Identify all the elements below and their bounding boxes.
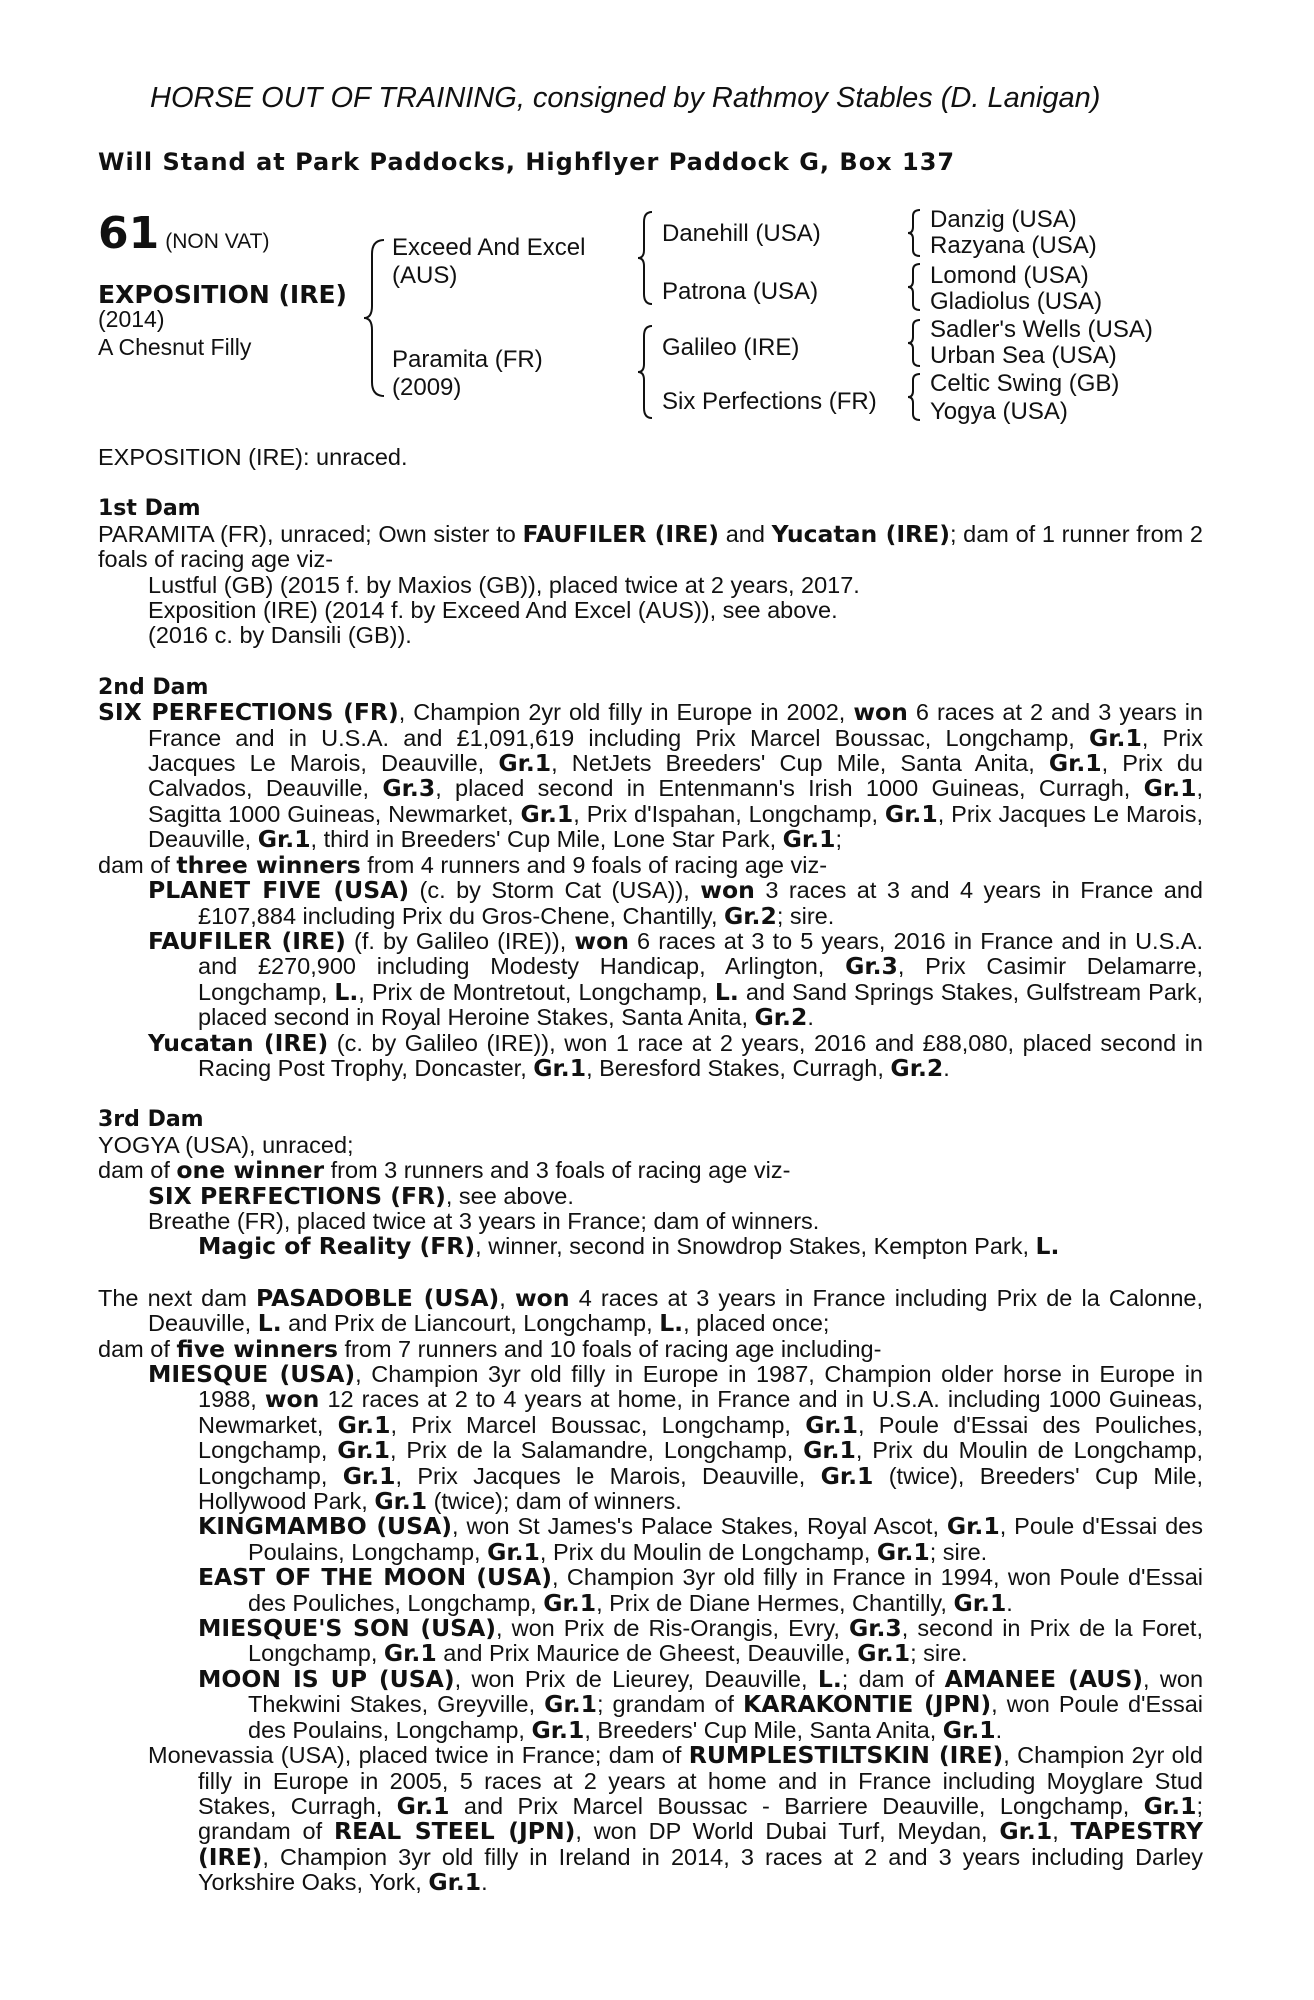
pedigree-sire-sire: Danehill (USA) [662,220,821,247]
first-dam-heading: 1st Dam [98,496,201,522]
produce-item: KINGMAMBO (USA), won St James's Palace Stakes, Royal Ascot, Gr.1, Poule d'Essai des Poulains, Longchamp, Gr.1, Prix du Moulin de Longchamp, Gr.1; sire. [198,1512,1203,1566]
race-record: EXPOSITION (IRE): unraced. [98,444,408,470]
next-dam-dam-of: dam of five winners from 7 runners and 10 foals of racing age including- [98,1334,882,1363]
third-dam-heading: 3rd Dam [98,1107,204,1133]
horse-year: (2014) [98,306,165,332]
second-dam-text: SIX PERFECTIONS (FR), Champion 2yr old filly in Europe in 2002, won 6 races at 2 and 3 years in France and in U.S.A. and £1,091,619 including Prix Marcel Boussac, Longchamp, Gr.1, Prix Jacques Le Marois, Deauville, Gr.1, NetJets Breeders' Cup Mile, Santa Anita, Gr.1, Prix du Calvados, Deauville, Gr.3, placed second in Entenmann's Irish 1000 Guineas, Curragh, Gr.1, Sagitta 1000 Guineas, Newmarket, Gr.1, Prix d'Ispahan, Longchamp, Gr.1, Prix Jacques Le Marois, Deauville, Gr.1, third in Breeders' Cup Mile, Lone Star Park, Gr.1; [98,698,1204,854]
second-dam-dam-of: dam of three winners from 4 runners and 9 foals of racing age viz- [98,850,828,879]
pedigree-dam-sire: Galileo (IRE) [662,334,800,361]
pedigree-brace-4 [906,208,924,258]
pedigree-brace-3 [636,324,656,420]
horse-name: EXPOSITION (IRE) [98,280,347,309]
vat-status: (NON VAT) [165,230,270,253]
pedigree-brace-6 [906,318,924,368]
pedigree-brace-7 [906,372,924,422]
pedigree-dam-year: (2009) [392,374,462,401]
horse-description: A Chesnut Filly [98,334,252,360]
produce-item: Magic of Reality (FR), winner, second in Snowdrop Stakes, Kempton Park, L. [198,1232,1060,1261]
produce-item: Breathe (FR), placed twice at 3 years in France; dam of winners. [148,1207,820,1234]
stabling-location: Will Stand at Park Paddocks, Highflyer Paddock G, Box 137 [98,148,956,176]
third-dam-text: YOGYA (USA), unraced; [98,1131,354,1158]
pedigree-g4: Gladiolus (USA) [930,288,1103,315]
produce-item: FAUFILER (IRE) (f. by Galileo (IRE)), won 6 races at 3 to 5 years, 2016 in France and in U.S.A. and £270,900 including Modesty Handicap, Arlington, Gr.3, Prix Casimir Delamarre, Longchamp, L., Prix de Montretout, Longchamp, L. and Sand Springs Stakes, Gulfstream Park, placed second in Royal Heroine Stakes, Santa Anita, Gr.2. [148,926,1203,1032]
pedigree-g8: Yogya (USA) [930,398,1068,425]
produce-item: Monevassia (USA), placed twice in France; dam of RUMPLESTILTSKIN (IRE), Champion 2yr old filly in Europe in 2005, 5 races at 2 years at home and in France including Moyglare Stud Stakes, Curragh, Gr.1 and Prix Marcel Boussac - Barriere Deauville, Longchamp, Gr.1; grandam of REAL STEEL (JPN), won DP World Dubai Turf, Meydan, Gr.1, TAPESTRY (IRE), Champion 3yr old filly in Ireland in 2014, 3 races at 2 and 3 years including Darley Yorkshire Oaks, York, Gr.1. [148,1741,1203,1897]
produce-item: PLANET FIVE (USA) (c. by Storm Cat (USA)), won 3 races at 3 and 4 years in France and £107,884 including Prix du Gros-Chene, Chantilly, Gr.2; sire. [148,876,1203,930]
pedigree-dam: Paramita (FR) [392,346,543,373]
third-dam-dam-of: dam of one winner from 3 runners and 3 foals of racing age viz- [98,1156,791,1185]
produce-item: (2016 c. by Dansili (GB)). [148,622,412,649]
pedigree-g5: Sadler's Wells (USA) [930,316,1153,343]
pedigree-sire-dam: Patrona (USA) [662,278,819,305]
pedigree-sire: Exceed And Excel [392,234,586,261]
produce-item: MOON IS UP (USA), won Prix de Lieurey, Deauville, L.; dam of AMANEE (AUS), won Thekwini Stakes, Greyville, Gr.1; grandam of KARAKONTIE (JPN), won Poule d'Essai des Poulains, Longchamp, Gr.1, Breeders' Cup Mile, Santa Anita, Gr.1. [198,1664,1204,1744]
pedigree-sire-suffix: (AUS) [392,262,458,289]
produce-item: Exposition (IRE) (2014 f. by Exceed And Excel (AUS)), see above. [148,597,838,624]
pedigree-dam-dam: Six Perfections (FR) [662,388,877,415]
next-dam-text: The next dam PASADOBLE (USA), won 4 races at 3 years in France including Prix de la Calonne, Deauville, L. and Prix de Liancourt, Longchamp, L., placed once; [98,1283,1203,1338]
pedigree-g3: Lomond (USA) [930,262,1089,289]
consignment-header: HORSE OUT OF TRAINING, consigned by Rathmoy Stables (D. Lanigan) [150,82,1101,114]
second-dam-heading: 2nd Dam [98,674,209,700]
pedigree-brace-5 [906,262,924,312]
pedigree-g2: Razyana (USA) [930,232,1097,259]
produce-item: Lustful (GB) (2015 f. by Maxios (GB)), placed twice at 2 years, 2017. [148,571,860,598]
first-dam-text: PARAMITA (FR), unraced; Own sister to FAUFILER (IRE) and Yucatan (IRE); dam of 1 runner from 2 foals of racing age viz- [98,519,1203,573]
pedigree-g7: Celtic Swing (GB) [930,370,1120,397]
pedigree-brace-1 [362,238,388,398]
lot-number-block [98,208,269,259]
produce-item: MIESQUE'S SON (USA), won Prix de Ris-Orangis, Evry, Gr.3, second in Prix de la Foret, Longchamp, Gr.1 and Prix Maurice de Gheest, Deauville, Gr.1; sire. [198,1614,1203,1668]
produce-item: EAST OF THE MOON (USA), Champion 3yr old filly in France in 1994, won Poule d'Essai des Pouliches, Longchamp, Gr.1, Prix de Diane Hermes, Chantilly, Gr.1. [198,1563,1203,1617]
pedigree-g1: Danzig (USA) [930,206,1077,233]
pedigree-g6: Urban Sea (USA) [930,342,1117,369]
catalogue-body [98,445,1203,1896]
produce-item: SIX PERFECTIONS (FR), see above. [148,1181,574,1210]
pedigree-brace-2 [636,210,656,306]
lot-number: 61 [98,208,160,259]
produce-item: MIESQUE (USA), Champion 3yr old filly in Europe in 1987, Champion older horse in Europe in 1988, won 12 races at 2 to 4 years at home, in France and in U.S.A. including 1000 Guineas, Newmarket, Gr.1, Prix Marcel Boussac, Longchamp, Gr.1, Poule d'Essai des Pouliches, Longchamp, Gr.1, Prix de la Salamandre, Longchamp, Gr.1, Prix du Moulin de Longchamp, Longchamp, Gr.1, Prix Jacques le Marois, Deauville, Gr.1 (twice), Breeders' Cup Mile, Hollywood Park, Gr.1 (twice); dam of winners. [148,1360,1204,1516]
produce-item: Yucatan (IRE) (c. by Galileo (IRE)), won 1 race at 2 years, 2016 and £88,080, placed second in Racing Post Trophy, Doncaster, Gr.1, Beresford Stakes, Curragh, Gr.2. [148,1028,1203,1082]
